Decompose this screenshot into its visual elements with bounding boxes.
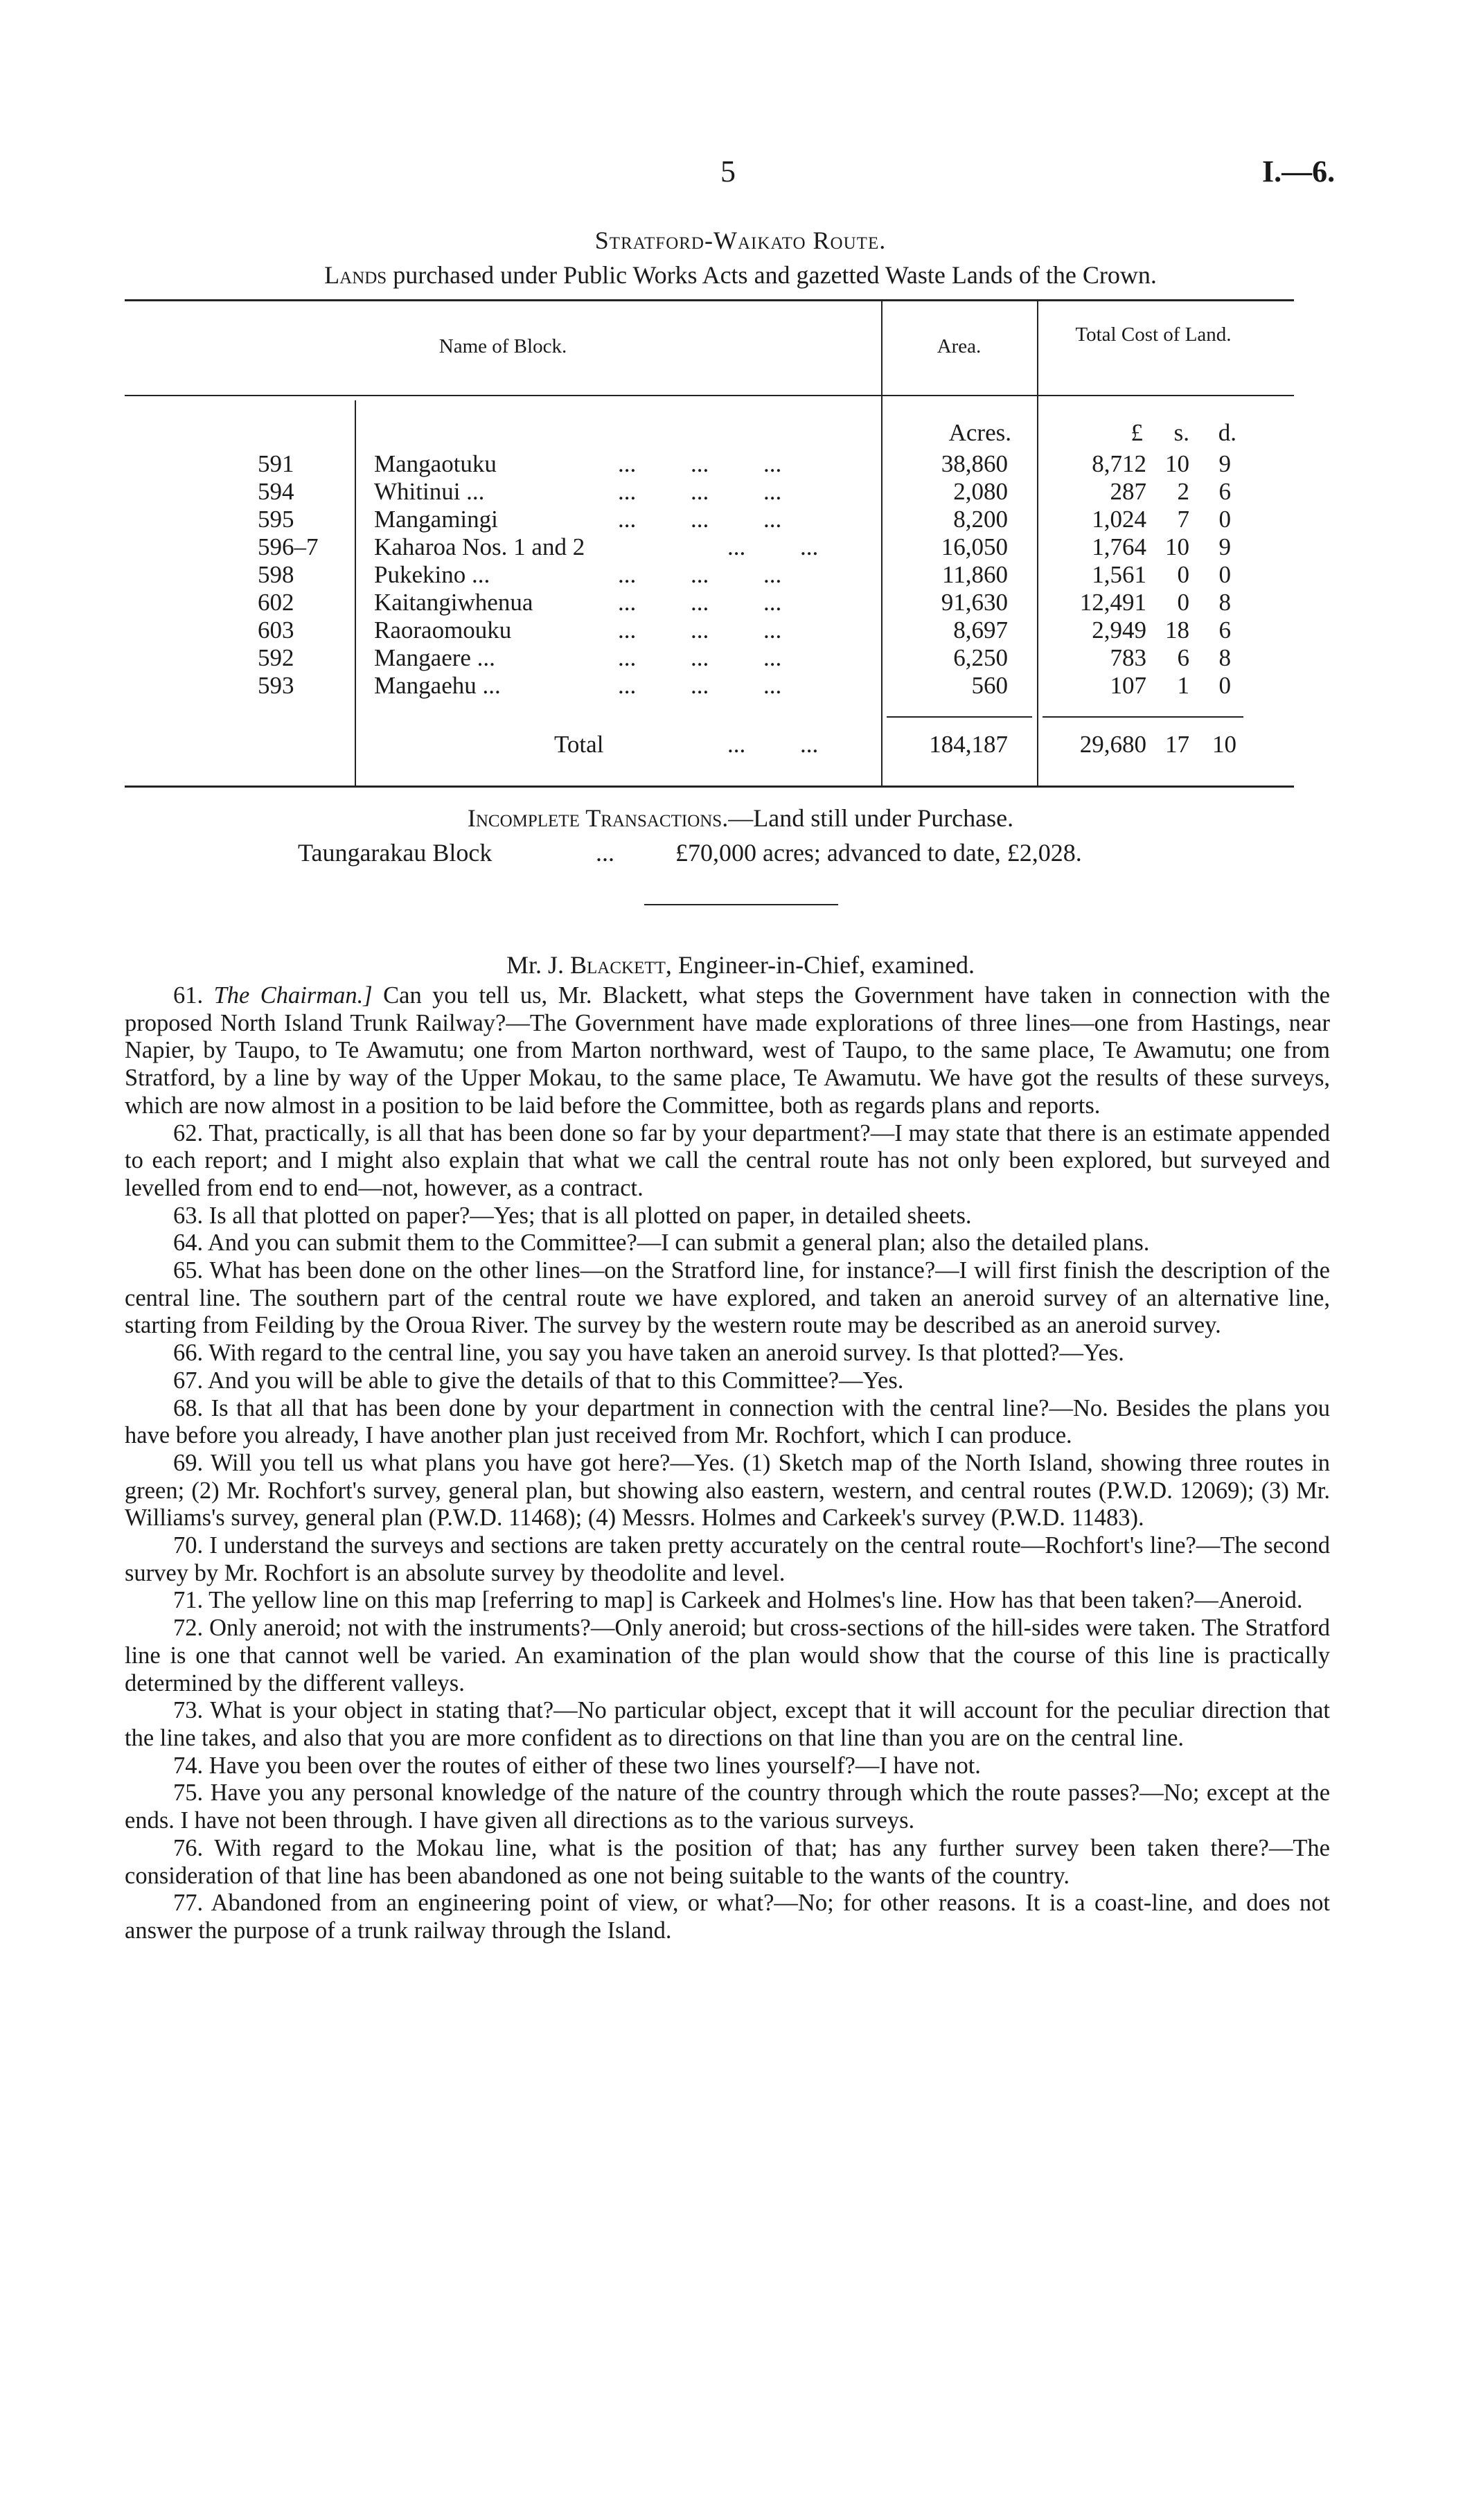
table-total-rule-cost [1043,716,1243,718]
cost-shillings: 7 [1177,506,1189,533]
block-area: 38,860 [941,450,1008,477]
cost-shillings: 10 [1165,450,1189,477]
cost-pounds: 12,491 [1079,589,1146,616]
cost-pence: 0 [1218,672,1231,699]
block-name: Mangaere ... [374,644,495,671]
cost-shillings: 10 [1165,533,1189,560]
table-row [0,616,1481,644]
paragraph-text: Will you tell us what plans you have got here?—Yes. (1) Sketch map of the North Island, showing three routes in green; (2) Mr. Rochfort's survey, general plan, but showing also eastern, western, and central routes (P.W.D. 12069); (3) Mr. Williams's survey, general plan (P.W.D. 11468); (4) Messrs. Holmes and Carkeek's survey (P.W.D. 11483). [125,1449,1330,1532]
column-header-area: Area. [937,335,982,357]
document-reference: I.—6. [1262,154,1336,188]
cost-pence: 6 [1218,616,1231,644]
cost-pounds: 287 [1110,478,1146,505]
witness-prefix: Mr. J. [506,951,564,979]
block-number: 592 [258,644,294,671]
paragraph-number: 74. [173,1752,204,1779]
subtitle-lead: Lands [324,261,387,289]
paragraph-72 [125,1615,1330,1697]
paragraph-number: 63. [173,1202,204,1229]
cost-shillings: 0 [1177,589,1189,616]
cost-shillings: 18 [1165,616,1189,644]
paragraph-61 [125,982,1330,1120]
paragraph-71 [125,1587,1330,1615]
paragraph-number: 67. [173,1367,204,1394]
page-number: 5 [720,154,736,188]
leader-dots: ... ... ... [618,672,782,699]
block-area: 2,080 [953,478,1008,505]
paragraph-64 [125,1230,1330,1257]
paragraph-number: 70. [173,1532,204,1559]
paragraph-68 [125,1395,1330,1450]
paragraph-63 [125,1203,1330,1230]
paragraph-text: What has been done on the other lines—on the Stratford line, for instance?—I will first finish the description of the central line. The southern part of the central route we have explored, and taken an aneroid survey of an alternative line, starting from Feilding by the Oroua River. The survey by the western route may be described as an aneroid survey. [125,1257,1330,1339]
incomplete-rest: —Land still under Purchase. [728,804,1014,832]
cost-pounds: 107 [1110,672,1146,699]
incomplete-label: Incomplete Transactions. [467,804,729,832]
incomplete-heading [0,804,1481,833]
paragraph-77 [125,1890,1330,1944]
witness-name: Blackett, [570,951,672,979]
paragraph-text: With regard to the Mokau line, what is the position of that; has any further survey been taken there?—The consideration of that line has been abandoned as one not being suitable to the wants of the country. [125,1834,1330,1889]
block-number: 594 [258,478,294,505]
total-row [0,731,1481,758]
paragraph-number: 62. [173,1119,204,1146]
paragraph-text: What is your object in stating that?—No particular object, except that it will account for the peculiar direction that the line takes, and also that you are more confident as to directions on that line than you are on the central line. [125,1697,1330,1751]
column-header-name: Name of Block. [438,335,567,357]
table-total-rule-area [887,716,1032,718]
block-area: 91,630 [941,589,1008,616]
cost-shillings: 1 [1177,672,1189,699]
section-subtitle [0,260,1481,290]
subtitle-rest: purchased under Public Works Acts and gazetted Waste Lands of the Crown. [393,261,1157,289]
table-bottom-rule [125,786,1294,788]
paragraph-text: I understand the surveys and sections are taken pretty accurately on the central route—Rochfort's line?—The second survey by Mr. Rochfort is an absolute survey by theodolite and level. [125,1532,1331,1586]
paragraph-text: Only aneroid; not with the instruments?—Only aneroid; but cross-sections of the hill-sides were taken. The Stratford line is one that cannot well be varied. An examination of the plan would show that the course of this line is practically determined by the different valleys. [125,1615,1331,1696]
block-number: 595 [258,506,294,533]
paragraph-62 [125,1120,1330,1203]
block-name: Pukekino ... [374,561,490,588]
paragraph-75 [125,1780,1330,1834]
cost-shillings: 2 [1177,478,1189,505]
unit-acres: Acres. [948,419,1011,446]
leader-dots: ... ... ... [618,506,782,533]
block-area: 16,050 [941,533,1008,560]
paragraph-text: The yellow line on this map [referring to map] is Carkeek and Holmes's line. How has that been taken?—Aneroid. [209,1587,1303,1614]
paragraph-text: Have you been over the routes of either of these two lines yourself?—I have not. [209,1752,981,1779]
block-area: 11,860 [942,561,1008,588]
leader-dots: ... ... ... [618,616,782,644]
paragraph-text: And you will be able to give the details of that to this Committee?—Yes. [207,1367,904,1394]
leader-dots: ... ... ... [618,450,782,477]
speaker: The Chairman.] [213,982,373,1009]
block-name: Raoraomouku [374,616,512,644]
cost-pounds: 1,561 [1092,561,1146,588]
block-number: 591 [258,450,294,477]
paragraph-text: Abandoned from an engineering point of view, or what?—No; for other reasons. It is a coast-line, and does not answer the purpose of a trunk railway through the Island. [125,1890,1330,1944]
table-row [0,506,1481,533]
total-area: 184,187 [929,731,1008,758]
paragraph-number: 77. [173,1890,204,1917]
block-name: Mangaotuku [374,450,497,477]
paragraph-number: 73. [173,1697,204,1724]
paragraph-text: With regard to the central line, you say you have taken an aneroid survey. Is that plotted?—Yes. [209,1340,1124,1367]
paragraph-69 [125,1450,1330,1532]
paragraph-number: 61. [173,982,204,1009]
unit-shillings: s. [1173,419,1189,446]
paragraph-number: 72. [173,1615,204,1642]
total-shillings: 17 [1165,731,1189,758]
paragraph-65 [125,1257,1330,1340]
block-number: 598 [258,561,294,588]
leader-dots: ... ... ... [618,478,782,505]
leader-dots: ... ... ... [618,561,782,588]
paragraph-74 [125,1753,1330,1780]
leader-dots: ... ... ... [618,644,782,671]
block-number: 596–7 [258,533,319,560]
paragraph-number: 75. [173,1780,204,1807]
cost-shillings: 0 [1177,561,1189,588]
cost-pence: 6 [1218,478,1231,505]
witness-role: Engineer-in-Chief, examined. [677,951,975,979]
cost-pence: 8 [1218,589,1231,616]
cost-pence: 0 [1218,506,1231,533]
total-pence: 10 [1212,731,1236,758]
block-area: 8,697 [953,616,1008,644]
table-header-rule [125,395,1294,396]
cost-pounds: 8,712 [1092,450,1146,477]
section-title: Stratford-Waikato Route. [594,227,887,254]
table-row [0,561,1481,589]
paragraph-text: And you can submit them to the Committee?—I can submit a general plan; also the detailed plans. [207,1230,1150,1257]
paragraph-number: 69. [173,1449,204,1476]
table-row [0,589,1481,616]
unit-pence: d. [1218,419,1236,446]
block-name: Kaitangiwhenua [374,589,533,616]
paragraph-number: 66. [173,1340,204,1367]
cost-pence: 0 [1218,561,1231,588]
table-row [0,672,1481,700]
paragraph-number: 64. [173,1230,204,1257]
paragraph-text: Have you any personal knowledge of the nature of the country through which the route passes?—No; except at the ends. I have not been through. I have given all directions as to the various surveys. [125,1780,1331,1834]
leader-dots: ... ... [727,533,819,560]
paragraph-number: 65. [173,1257,204,1284]
table-row [0,478,1481,506]
cost-pounds: 1,764 [1092,533,1146,560]
examination-heading [0,950,1481,979]
paragraph-text: Is that all that has been done by your department in connection with the central line?—No. Besides the plans you have before you already, I have another plan just received from Mr. Rochfort, which I can produce. [125,1394,1331,1449]
paragraph-text: Can you tell us, Mr. Blackett, what steps the Government have taken in connection with the proposed North Island Trunk Railway?—The Government have made explorations of three lines—one from Hastings, near Napier, by Taupo, to Te Awamutu; one from Marton northward, west of Taupo, to the same place, Te Awamutu; one from Stratford, by a line by way of the Upper Mokau, to the same place, Te Awamutu. We have got the results of these surveys, which are now almost in a position to be laid before the Committee, both as regards plans and reports. [125,982,1330,1119]
paragraph-number: 68. [173,1394,204,1421]
total-pounds: 29,680 [1079,731,1146,758]
table-row [0,644,1481,672]
paragraph-66 [125,1340,1330,1367]
cost-pence: 8 [1218,644,1231,671]
leader-dots: ... [596,839,614,867]
paragraph-text: That, practically, is all that has been done so far by your department?—I may state that there is an estimate appended to each report; and I might also explain that what we call the central route has not only been explored, but surveyed and levelled from end to end—not, however, as a contract. [125,1119,1330,1201]
cost-pounds: 1,024 [1092,506,1146,533]
column-header-cost: Total Cost of Land. [1075,323,1232,346]
paragraph-73 [125,1697,1330,1752]
paragraph-76 [125,1835,1330,1890]
incomplete-detail: £70,000 acres; advanced to date, £2,028. [675,839,1082,867]
testimony-body [125,982,1330,1945]
block-area: 8,200 [953,506,1008,533]
table-row [0,450,1481,478]
block-area: 6,250 [953,644,1008,671]
total-label: Total [554,731,604,758]
block-number: 603 [258,616,294,644]
block-area: 560 [971,672,1008,699]
leader-dots: ... ... [727,731,819,758]
incomplete-block-name: Taungarakau Block [298,839,493,867]
paragraph-text: Is all that plotted on paper?—Yes; that is all plotted on paper, in detailed sheets. [209,1202,972,1229]
cost-shillings: 6 [1177,644,1189,671]
cost-pounds: 783 [1110,644,1146,671]
block-name: Kaharoa Nos. 1 and 2 [374,533,585,560]
section-divider [644,904,838,905]
cost-pence: 9 [1218,533,1231,560]
leader-dots: ... ... ... [618,589,782,616]
unit-pounds: £ [1130,419,1143,446]
block-name: Whitinui ... [374,478,485,505]
block-number: 593 [258,672,294,699]
paragraph-70 [125,1532,1330,1587]
paragraph-number: 76. [173,1834,204,1861]
table-row [0,533,1481,561]
cost-pounds: 2,949 [1092,616,1146,644]
block-name: Mangaehu ... [374,672,501,699]
cost-pence: 9 [1218,450,1231,477]
block-number: 602 [258,589,294,616]
table-top-rule [125,299,1294,301]
paragraph-67 [125,1367,1330,1395]
block-name: Mangamingi [374,506,498,533]
paragraph-number: 71. [173,1587,204,1614]
